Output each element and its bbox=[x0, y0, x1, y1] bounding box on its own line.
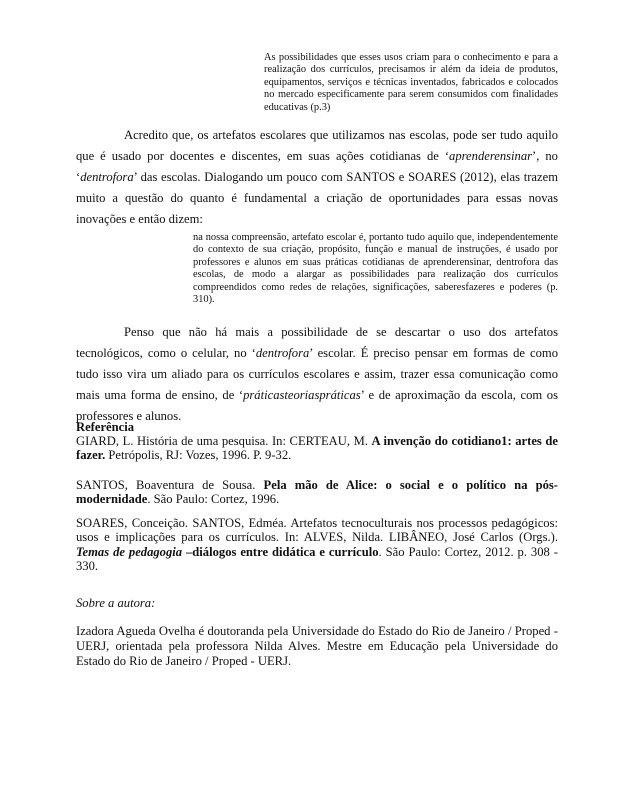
block-quote-2: na nossa compreensão, artefato escolar é, portanto tudo aquilo que, independentemente do contexto de sua criação, propósito, função e manual de instruções, é usado por professores e alunos em suas práticas cotidianas de aprenderensinar, dentrofora das escolas, de modo a alargar as possibilidades para realização dos currículos compreendidos como redes de relações, significações, saberesfazeres e poderes (p. 310). bbox=[193, 232, 558, 306]
reference-1-text-2: Petrópolis, RJ: Vozes, 1996. P. 9-32. bbox=[105, 448, 292, 463]
reference-2-text-1: SANTOS, Boaventura de Sousa. bbox=[76, 478, 264, 492]
paragraph-2-emphasis-1: dentrofora bbox=[255, 346, 310, 360]
paragraph-2 bbox=[76, 322, 558, 427]
reference-3-text-1: SOARES, Conceição. SANTOS, Edméa. Artefatos tecnoculturais nos processos pedagógicos: usos e implicações para os currículos. In: ALVES, Nilda. LIBÂNEO, José Carlos (Orgs.). bbox=[76, 516, 558, 545]
reference-2-text-2: . São Paulo: Cortez, 1996. bbox=[147, 492, 280, 507]
paragraph-1-text-1: Acredito que, os artefatos escolares que utilizamos nas escolas, pode ser tudo aquilo que é usado por docentes e discentes, em suas ações cotidianas de ‘ bbox=[76, 128, 558, 163]
reference-entry-giard bbox=[76, 434, 558, 463]
reference-1-title: A invenção do cotidiano1: artes de fazer. bbox=[76, 434, 558, 463]
reference-1-text-1: GIARD, L. História de uma pesquisa. In: CERTEAU, M. bbox=[76, 434, 372, 448]
reference-entry-soares bbox=[76, 516, 558, 574]
paragraph-2-emphasis-2: práticasteoriaspráticas bbox=[243, 388, 361, 402]
block-quote-1: As possibilidades que esses usos criam para o conhecimento e para a realização dos currículos, precisamos ir além da ideia de produtos, equipamentos, serviços e técnicas inventados, fabricados e colocados no mercado especificamente para serem consumidos com finalidades educativas (p.3) bbox=[264, 52, 558, 113]
paragraph-2-text-3: ’ e de aproximação da escola, com os professores e alunos. bbox=[76, 388, 558, 423]
paragraph-1-emphasis-2: dentrofora bbox=[80, 170, 134, 184]
reference-3-title-italic-text: Temas de pedagogia bbox=[76, 544, 183, 559]
reference-entry-santos bbox=[76, 478, 558, 507]
about-author-heading: Sobre a autora: bbox=[76, 596, 156, 610]
paragraph-2-text-1: Penso que não há mais a possibilidade de se descartar o uso dos artefatos tecnológicos, como o celular, no ‘ bbox=[76, 325, 558, 360]
paragraph-1-emphasis-1: aprenderensinar bbox=[449, 149, 533, 163]
paragraph-1 bbox=[76, 125, 558, 230]
references-heading: Referência bbox=[76, 420, 135, 434]
paragraph-2-text-2: ’ escolar. É preciso pensar em formas de como tudo isso vira um aliado para os currículos escolares e assim, trazer essa comunicação como mais uma forma de ensino, de ‘ bbox=[76, 346, 558, 402]
about-author-text: Izadora Agueda Ovelha é doutoranda pela Universidade do Estado do Rio de Janeiro / Proped - UERJ, orientada pela professora Nilda Alves. Mestre em Educação pela Universidade do Estado do Rio de Janeiro / Proped - UERJ. bbox=[76, 624, 558, 668]
reference-3-text-2: . São Paulo: Cortez, 2012. p. 308 - 330. bbox=[76, 544, 558, 574]
reference-3-subtitle: –diálogos entre didática e currículo bbox=[182, 544, 379, 559]
paragraph-1-text-2: ’, no ‘ bbox=[76, 149, 558, 184]
reference-3-title-italic bbox=[76, 545, 182, 559]
reference-2-title: Pela mão de Alice: o social e o político na pós-modernidade bbox=[76, 478, 558, 507]
paragraph-1-text-3: ’ das escolas. Dialogando um pouco com SANTOS e SOARES (2012), elas trazem muito a questão do quanto é fundamental a criação de oportunidades para essas novas inovações e então dizem: bbox=[76, 170, 558, 226]
